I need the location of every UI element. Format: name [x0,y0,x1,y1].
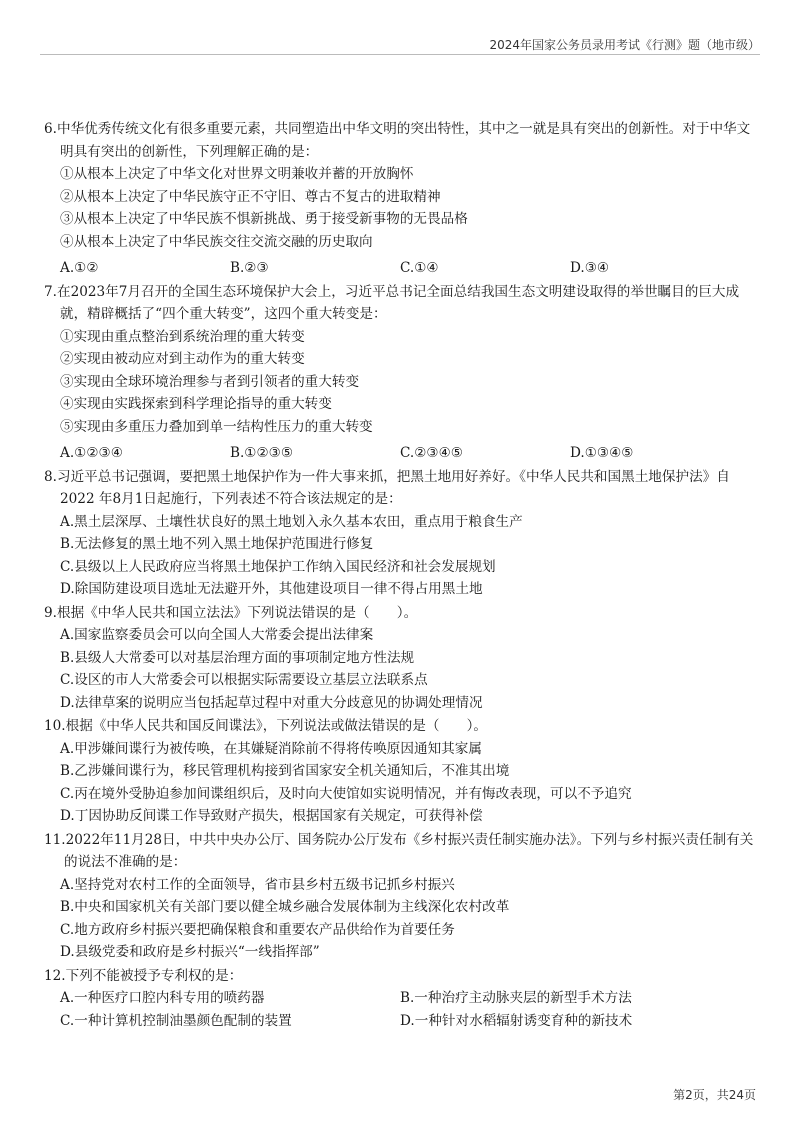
statement: ①从根本上决定了中华文化对世界文明兼收并蓄的开放胸怀 [60,166,414,182]
option-c: C.设区的市人大常委会可以根据实际需要设立基层立法联系点 [60,672,428,688]
option-d: D.一种针对水稻辐射诱变育种的新技术 [400,1012,633,1029]
question-stem: 10.根据《中华人民共和国反间谍法》，下列说法或做法错误的是（ ）。 [44,718,488,734]
option-b: B.①②③⑤ [230,445,294,461]
option-c: C.县级以上人民政府应当将黑土地保护工作纳入国民经济和社会发展规划 [60,558,496,575]
question-stem: 6.中华优秀传统文化有很多重要元素，共同塑造出中华文明的突出特性，其中之一就是具有突出的创新性。对于中华文明具有突出的创新性，下列理解正确的是： [44,121,751,160]
option-a: A.①②③④ [60,445,123,461]
question-7 [44,281,760,465]
statement: ①实现由重点整治到系统治理的重大转变 [60,328,305,345]
question-stem: 9.根据《中华人民共和国立法法》下列说法错误的是（ ）。 [44,604,418,621]
answer-options [44,442,760,465]
statement: ②从根本上决定了中华民族守正不守旧、尊古不复古的进取精神 [60,188,441,205]
statement: ②实现由被动应对到主动作为的重大转变 [60,351,305,367]
option-a: A.一种医疗口腔内科专用的喷药器 [60,990,265,1006]
question-8 [44,466,760,601]
option-b: B.乙涉嫌间谍行为，移民管理机构接到省国家安全机关通知后，不准其出境 [60,763,510,779]
option-b: B.中央和国家机关有关部门要以健全城乡融合发展体制为主线深化农村改革 [60,899,510,915]
statement: ③实现由全球环境治理参与者到引领者的重大转变 [60,373,360,390]
option-d: D.除国防建设项目选址无法避开外，其他建设项目一律不得占用黑土地 [60,581,483,597]
option-d: D.③④ [570,260,610,276]
option-a: A.坚持党对农村工作的全面领导，省市县乡村五级书记抓乡村振兴 [60,876,455,893]
question-stem: 11.2022年11月28日，中共中央办公厅、国务院办公厅发布《乡村振兴责任制实施办法》。下列与乡村振兴责任制有关的说法不准确的是： [44,831,754,870]
question-9 [44,602,760,715]
question-6 [44,118,760,280]
option-c: C.①④ [400,260,439,276]
question-list [44,118,760,1033]
option-d: D.县级党委和政府是乡村振兴“一线指挥部” [60,944,320,960]
option-b: B.县级人大常委可以对基层治理方面的事项制定地方性法规 [60,649,415,666]
statement: ④从根本上决定了中华民族交往交流交融的历史取向 [60,233,373,250]
header-divider [40,54,760,55]
answer-options [44,987,760,1032]
option-a: A.国家监察委员会可以向全国人大常委会提出法律案 [60,627,374,643]
option-c: C.一种计算机控制油墨颜色配制的装置 [60,1012,292,1029]
option-c: C.②③④⑤ [400,445,463,461]
option-c: C.地方政府乡村振兴要把确保粮食和重要农产品供给作为首要任务 [60,921,455,938]
statement: ③从根本上决定了中华民族不惧新挑战、勇于接受新事物的无畏品格 [60,211,468,227]
question-stem: 7.在2023年7月召开的全国生态环境保护大会上，习近平总书记全面总结我国生态文明建设取得的举世瞩目的巨大成就，精辟概括了“四个重大转变”，这四个重大转变是： [44,283,740,322]
statement: ④实现由实践探索到科学理论指导的重大转变 [60,396,332,412]
page-footer: 第2页，共24页 [673,1088,756,1102]
option-a: A.①② [60,260,99,276]
statement: ⑤实现由多重压力叠加到单一结构性压力的重大转变 [60,418,373,435]
option-a: A.黑土层深厚、土壤性状良好的黑土地划入永久基本农田，重点用于粮食生产 [60,513,523,530]
answer-options [44,257,760,280]
question-12 [44,965,760,1033]
option-d: D.丁因协助反间谍工作导致财产损失，根据国家有关规定，可获得补偿 [60,808,483,824]
question-11 [44,829,760,964]
question-10 [44,715,760,828]
option-b: B.②③ [230,260,269,276]
question-stem: 8.习近平总书记强调，要把黑土地保护作为一件大事来抓，把黑土地用好养好。《中华人民共和国黑土地保护法》自 2022 年8月1日起施行，下列表述不符合该法规定的是： [44,468,730,507]
page-header: 2024年国家公务员录用考试《行测》题（地市级） [489,38,760,52]
question-stem: 12.下列不能被授予专利权的是： [44,967,243,984]
option-d: D.①③④⑤ [570,445,634,461]
option-b: B.无法修复的黑土地不列入黑土地保护范围进行修复 [60,536,374,552]
option-b: B.一种治疗主动脉夹层的新型手术方法 [400,990,632,1006]
option-c: C.丙在境外受胁迫参加间谍组织后，及时向大使馆如实说明情况，并有悔改表现，可以不予追究 [60,785,632,802]
option-a: A.甲涉嫌间谍行为被传唤，在其嫌疑消除前不得将传唤原因通知其家属 [60,740,482,757]
option-d: D.法律草案的说明应当包括起草过程中对重大分歧意见的协调处理情况 [60,694,483,711]
